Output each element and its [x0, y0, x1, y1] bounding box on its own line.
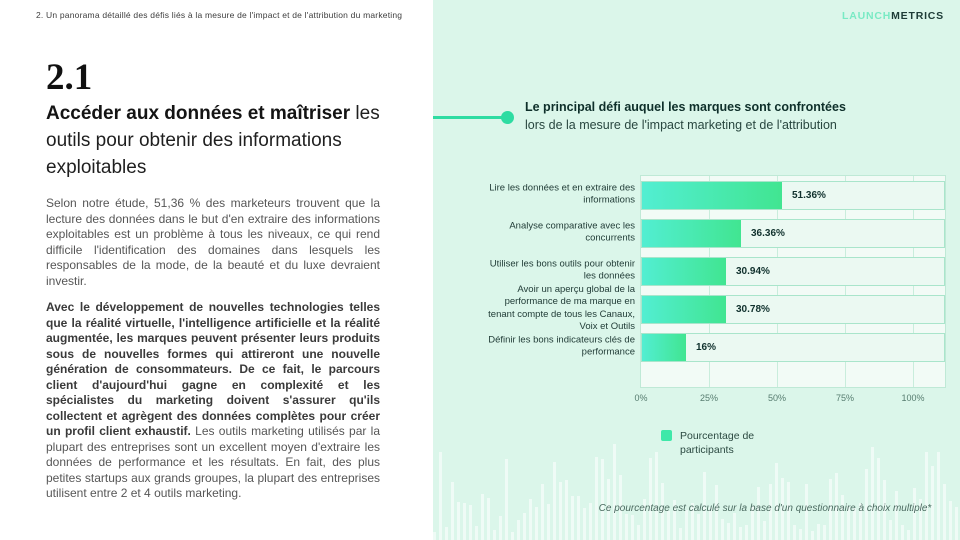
chart-axis-tick: 75%	[835, 393, 855, 403]
chart-title: Le principal défi auquel les marques sont confrontées	[525, 100, 846, 114]
chart-bar-value: 51.36%	[792, 190, 826, 201]
chart-bar-value: 36.36%	[751, 228, 785, 239]
article-title-regular: les outils pour obtenir des informations exploitables	[46, 103, 380, 178]
chart-subtitle: lors de la mesure de l'impact marketing et de l'attribution	[525, 118, 837, 132]
chart-bar	[642, 296, 726, 323]
chart-bar	[642, 182, 782, 209]
section-number: 2.1	[46, 57, 93, 98]
chart-axis-tick: 100%	[901, 393, 925, 403]
brand-logo	[842, 10, 944, 22]
left-column	[0, 0, 433, 540]
chart-bar-value: 16%	[696, 342, 717, 353]
chart-bar-value: 30.94%	[736, 266, 770, 277]
legend	[661, 429, 780, 457]
chart-bar	[642, 258, 726, 285]
chapter-breadcrumb: 2. Un panorama détaillé des défis liés à la mesure de l'impact et de l'attribution du marketing	[36, 10, 403, 20]
accent-line	[433, 116, 507, 119]
chart-bar-value: 30.78%	[736, 304, 770, 315]
chart-footnote: Ce pourcentage est calculé sur la base d'un questionnaire à choix multiple*	[598, 503, 932, 514]
chart-panel-content	[433, 0, 960, 540]
legend-label: Pourcentage de participants	[680, 430, 755, 457]
chart-category-label: Avoir un aperçu global de la performance de ma marque en tenant compte de tous les Canaux, Voix et Outils	[488, 283, 635, 333]
article-title-bold: Accéder aux données et maîtriser	[46, 103, 351, 124]
chart-category-label: Analyse comparative avec les concurrents	[509, 219, 635, 244]
accent-dot	[501, 111, 514, 124]
paragraph-2-regular: Les outils marketing utilisés par la plupart des entreprises sont un excellent moyen d'extraire les données de performance et les résultats. En fait, des plus petites startups aux grands groupes, la plupart des entreprises utilisent entre 2 et 4 outils marketing.	[46, 424, 380, 500]
chart-axis-tick: 0%	[634, 393, 648, 403]
article-title	[46, 101, 388, 182]
chart-category-label: Utiliser les bons outils pour obtenir les données	[489, 257, 635, 282]
chart-track	[641, 333, 945, 362]
chart-category-label: Lire les données et en extraire des informations	[489, 181, 635, 206]
chart-track	[641, 295, 945, 324]
chart-category-label: Définir les bons indicateurs clés de performance	[488, 333, 635, 358]
chart-plot	[640, 175, 946, 388]
paragraph-2-bold: Avec le développement de nouvelles technologies telles que la réalité virtuelle, l'intelligence artificielle et la réalité augmentée, les marques peuvent présenter leurs produits sous de nouvelles formes qui attireront une nouvelle génération de consommateurs. De ce fait, le parcours client d'aujourd'hui gagne en complexité et les spécialistes du marketing doivent s'assurer qu'ils collectent et agrègent des données complètes pour créer un profil client exhaustif.	[46, 300, 380, 438]
chart-axis-tick: 25%	[699, 393, 719, 403]
chart-bar	[642, 334, 686, 361]
brand-metrics: METRICS	[891, 10, 944, 22]
chart-track	[641, 257, 945, 286]
chart-panel	[433, 0, 960, 540]
paragraph-2	[46, 300, 380, 502]
chart-axis-tick: 50%	[767, 393, 787, 403]
paragraph-1: Selon notre étude, 51,36 % des marketeurs trouvent que la lecture des données dans le but d'en extraire des informations exploitables est un problème à tous les niveaux, ce qui rend difficile l'identification des domaines dans lesquels les responsables de la mode, de la beauté et du luxe devraient investir.	[46, 196, 380, 288]
chart-track	[641, 181, 945, 210]
legend-swatch	[661, 430, 672, 441]
brand-launch: LAUNCH	[842, 10, 892, 22]
chart-bar	[642, 220, 741, 247]
chart-track	[641, 219, 945, 248]
